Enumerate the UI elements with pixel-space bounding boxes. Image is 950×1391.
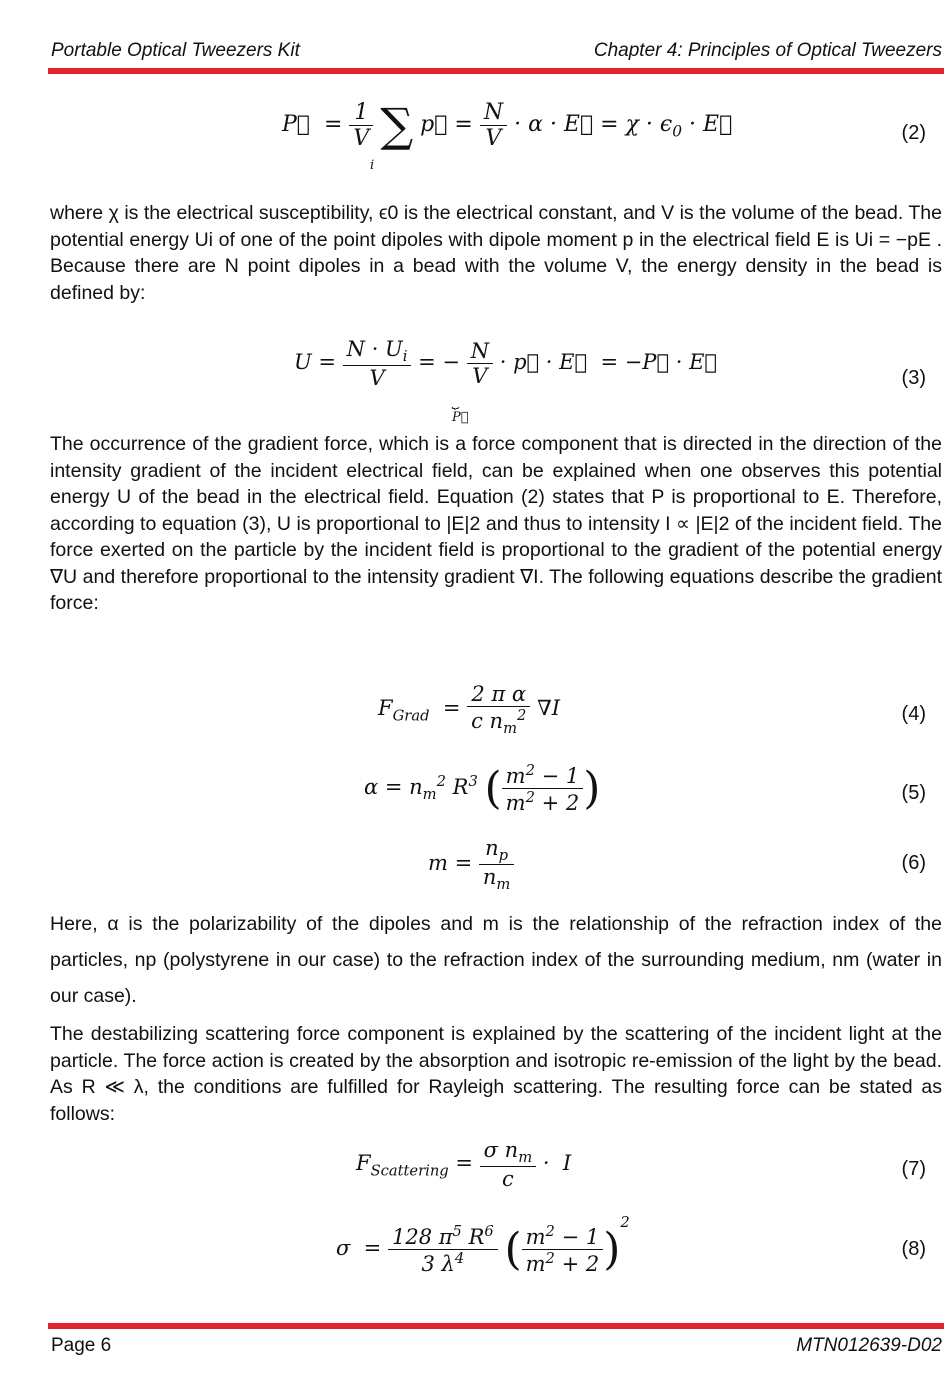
footer-rule: [48, 1323, 944, 1329]
equation-2: P⃗ = $\frac{1}{V}$ ∑ p⃗ = $\frac{N}{V}$ · α · E⃗ = $\chi \cdot \epsilon_0$ · E⃗ i (2): [282, 98, 926, 173]
paragraph-2: The occurrence of the gradient force, which is a force component that is directed in the direction of the intensity gradient of the incident electrical field, can be explained when one observes this potential energy U of the bead in the electrical field. Equation (2) states that P is proportional to E. Therefore, according to equation (3), U is proportional to |E|2 and thus to intensity I ∝ |E|2 of the incident field. The force exerted on the particle by the incident field is proportional to the gradient of the potential energy ∇U and therefore proportional to the intensity gradient ∇I. The following equations describe the gradient force:: [50, 433, 942, 614]
paragraph-3: Here, α is the polarizability of the dipoles and m is the relationship of the refraction index of the particles, np (polystyrene in our case) to the refraction index of the surrounding medium, nm (water in our case).: [50, 913, 942, 1007]
header-rule: [48, 68, 944, 74]
equation-6: m = $\frac{n_p}{n_m}$ (6): [428, 836, 926, 894]
page-number: Page 6: [51, 1335, 112, 1356]
paragraph-1: where χ is the electrical susceptibility, ϵ0 is the electrical constant, and V is the volume of the bead. The potential energy Ui of one of the point dipoles with dipole moment p in the electrical field E is Ui = −pE . Because there are N point dipoles in a bead with the volume V, the energy density in the bead is defined by:: [50, 202, 942, 304]
equation-7: $F_{Scattering}$ = $\frac{\sigma n_m}{c}$ · I (7): [356, 1138, 926, 1192]
equation-number: (2): [901, 122, 926, 144]
header-chapter: Chapter 4: Principles of Optical Tweezers: [593, 40, 942, 61]
paragraph-4: The destabilizing scattering force component is explained by the scattering of the incident light at the particle. The force action is created by the absorption and isotropic re-emission of the light by the bead. As R ≪ λ, the conditions are fulfilled for Rayleigh scattering. The resulting force can be stated as follows:: [50, 1023, 942, 1125]
equation-number: (8): [901, 1238, 926, 1260]
equation-5: $\alpha = n_m^2$ $R^3$ ( $\frac{m^2 - 1}{m^2 + 2}$ ) (5): [364, 762, 926, 815]
header-title: Portable Optical Tweezers Kit: [51, 40, 300, 61]
equation-number: (3): [901, 367, 926, 389]
equation-number: (6): [901, 852, 926, 874]
equation-number: (7): [901, 1158, 926, 1180]
equation-3: U = $\frac{N \cdot U_i}{V}$ = − $\frac{N}{V}$ · p⃗ · E⃗ = −P⃗ · E⃗ ⏟ P⃗ (3): [294, 337, 926, 425]
equation-8: σ = $\frac{128 \pi^5 R^6}{3 \lambda^4}$ ( $\frac{m^2 - 1}{m^2 + 2}$ )$^2$ (8): [336, 1214, 926, 1276]
equation-4: $F_{Grad}$ = $\frac{\text{2 π α}}{c n_m^2}$ ∇I (4): [378, 682, 926, 738]
equation-number: (5): [901, 782, 926, 804]
equation-number: (4): [901, 703, 926, 725]
document-id: MTN012639-D02: [796, 1335, 942, 1356]
